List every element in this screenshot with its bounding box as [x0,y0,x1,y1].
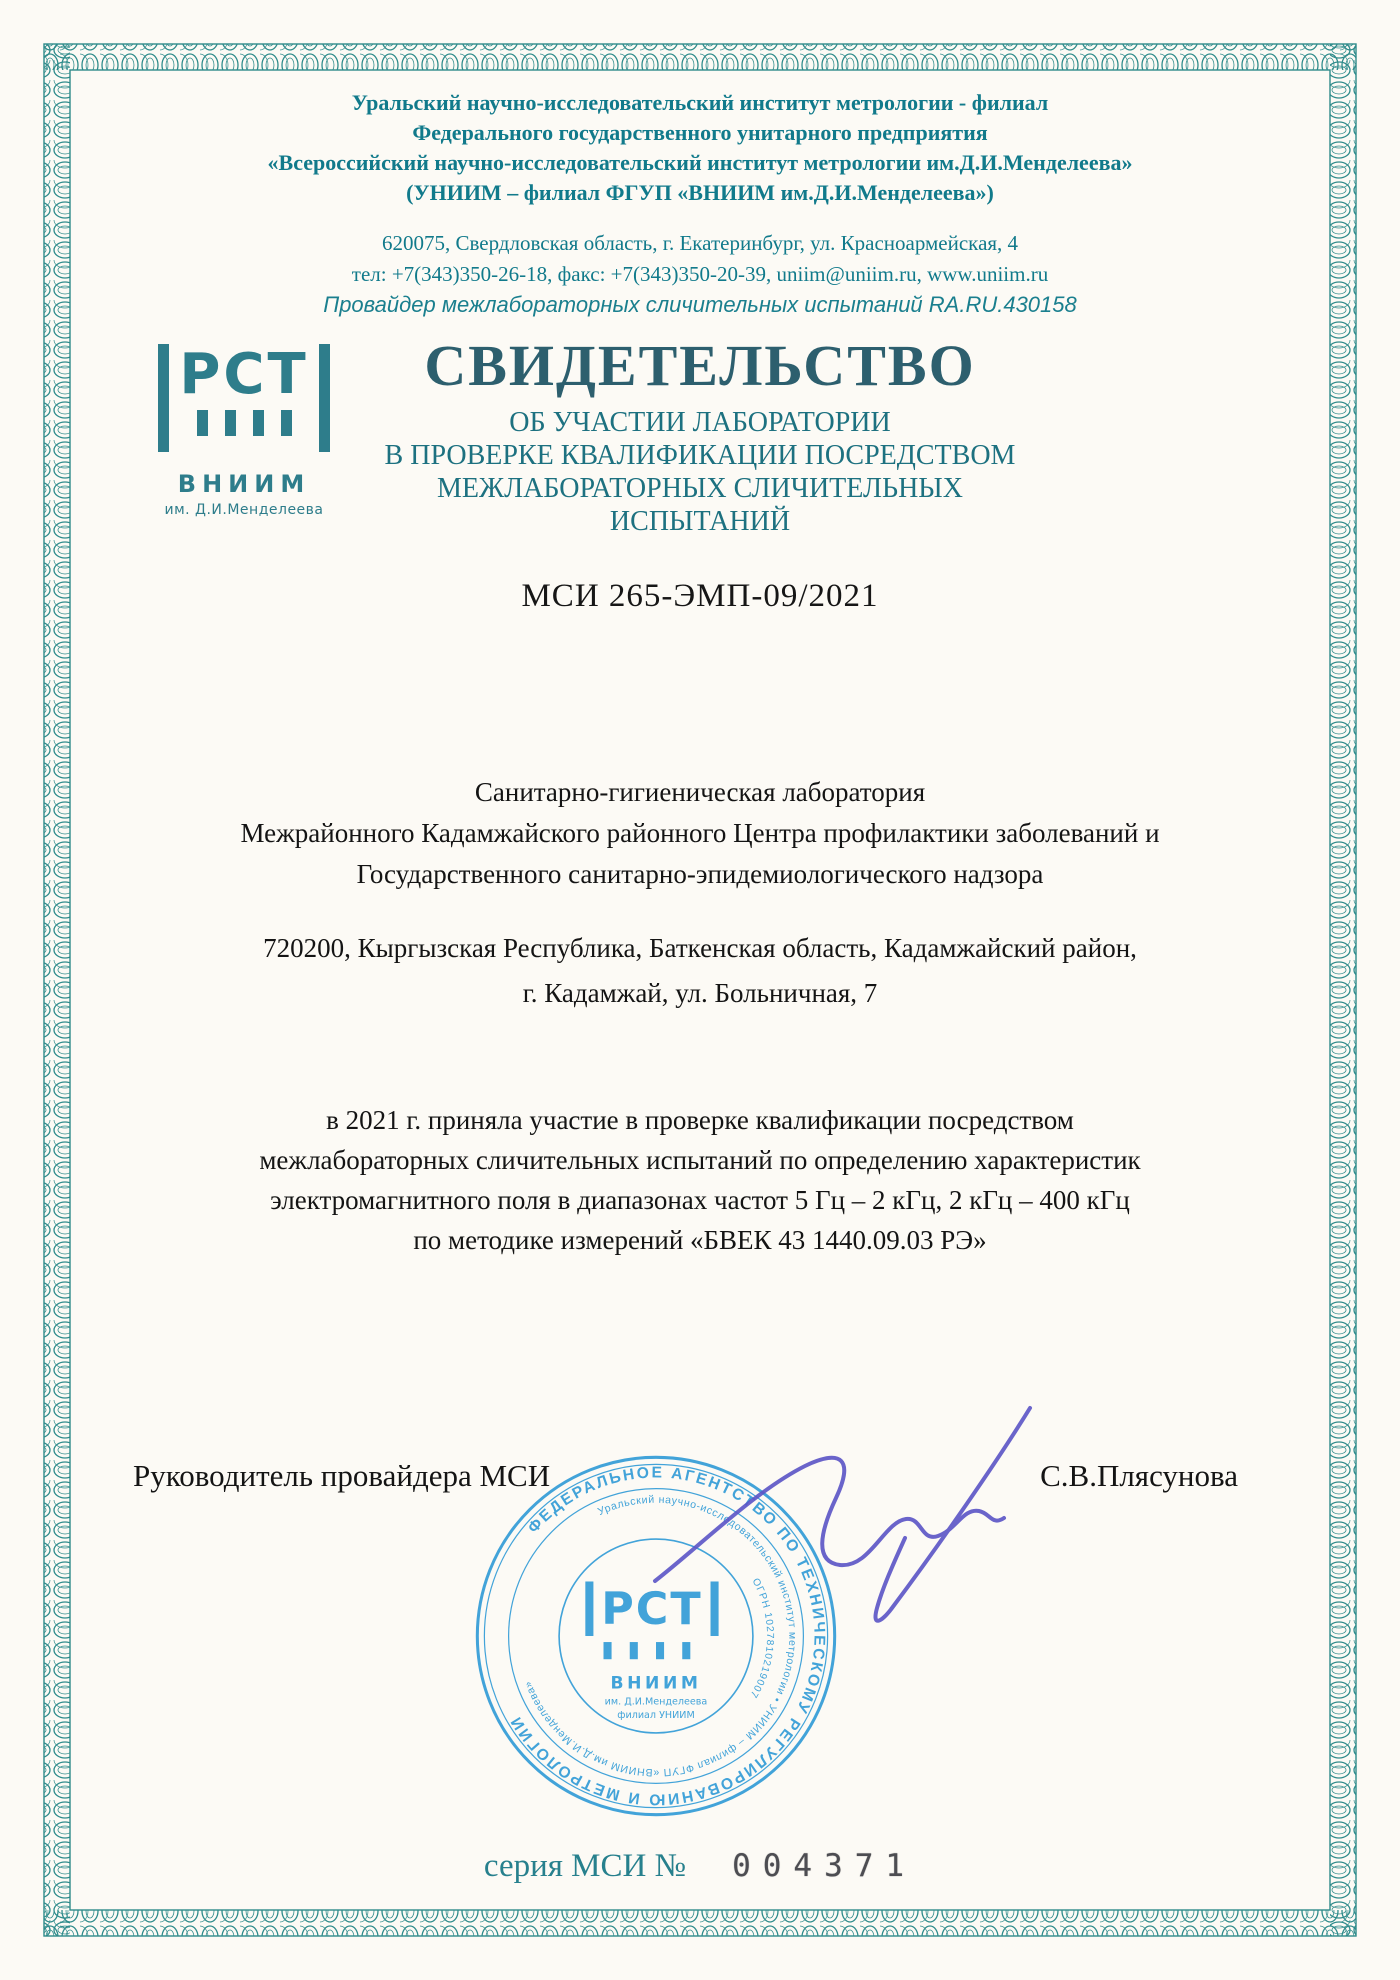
stamp-middle-ring-text: Уральский научно-исследовательский институт метрологии • УНИИМ – филиал ФГУП «ВНИИМ им.Д.И.Менделеева» [521,1493,799,1779]
lab-address-line: 720200, Кыргызская Республика, Баткенская область, Кадамжайский район, [263,933,1137,963]
org-line: «Всероссийский научно-исследовательский институт метрологии им.Д.И.Менделеева» [267,150,1133,175]
org-line: Уральский научно-исследовательский институт метрологии - филиал [351,90,1049,115]
logo-org-subname: им. Д.И.Менделеева [164,502,324,518]
lab-name-line: Государственного санитарно-эпидемиологического надзора [356,859,1044,889]
org-header [0,88,1400,208]
series-label: серия МСИ № [483,1848,687,1884]
org-address: 620075, Свердловская область, г. Екатеринбург, ул. Красноармейская, 4 [381,231,1019,255]
stamp-inner-ring-text: ОГРН 1027810219007 [746,1576,776,1701]
stamp-org-text: ВНИИМ [610,1673,702,1694]
laboratory-name [0,772,1400,895]
rst-logo-text: РСТ [179,342,309,407]
signatory-role: Руководитель провайдера МСИ [133,1458,551,1493]
certificate-number: МСИ 265-ЭМП-09/2021 [521,578,879,614]
body-line: по методике измерений «БВЕК 43 1440.09.03 РЭ» [413,1225,987,1255]
lab-name-line: Межрайонного Кадамжайского районного Центра профилактики заболеваний и [240,818,1160,848]
body-line: межлабораторных сличительных испытаний по определению характеристик [259,1145,1141,1175]
stamp-outer-ring-text: ФЕДЕРАЛЬНОЕ АГЕНТСТВО ПО ТЕХНИЧЕСКОМУ РЕГУЛИРОВАНИЮ И МЕТРОЛОГИИ [506,1464,828,1808]
body-line: в 2021 г. приняла участие в проверке квалификации посредством [326,1105,1074,1135]
lab-name-line: Санитарно-гигиеническая лаборатория [474,777,926,807]
lab-address-line: г. Кадамжай, ул. Больничная, 7 [522,978,878,1008]
stamp-rst-text: РСТ [601,1583,703,1635]
stamp-logo-left-bar-icon [585,1581,593,1636]
certificate-body [0,1100,1400,1260]
subtitle-line: ОБ УЧАСТИИ ЛАБОРАТОРИИ [509,407,891,438]
handwritten-signature [630,1386,1110,1656]
signatory-name: С.В.Плясунова [1040,1458,1238,1493]
certificate-subtitle [0,406,1400,538]
body-line: электромагнитного поля в диапазонах частот 5 Гц – 2 кГц, 2 кГц – 400 кГц [270,1185,1130,1215]
serial-number: 004371 [732,1848,917,1884]
provider-accreditation: Провайдер межлабораторных сличительных испытаний RA.RU.430158 [323,292,1077,317]
certificate-title: СВИДЕТЕЛЬСТВО [424,333,976,398]
org-line: Федерального государственного унитарного предприятия [412,120,988,145]
laboratory-address [0,926,1400,1016]
org-contacts [0,228,1400,290]
logo-org-name: ВНИИМ [177,470,311,498]
stamp-branch-text: филиал УНИИМ [617,1709,695,1721]
stamp-org-subtext: им. Д.И.Менделеева [604,1696,708,1708]
org-phones: тел: +7(343)350-26-18, факс: +7(343)350-20-39, uniim@uniim.ru, www.uniim.ru [351,262,1049,286]
stamp-dash-icon [604,1642,612,1659]
org-line: (УНИИМ – филиал ФГУП «ВНИИМ им.Д.И.Менделеева») [406,180,994,205]
series-row [0,1848,1400,1885]
subtitle-line: В ПРОВЕРКЕ КВАЛИФИКАЦИИ ПОСРЕДСТВОМ [384,440,1016,471]
subtitle-line: МЕЖЛАБОРАТОРНЫХ СЛИЧИТЕЛЬНЫХ [437,473,963,504]
subtitle-line: ИСПЫТАНИЙ [609,506,791,537]
